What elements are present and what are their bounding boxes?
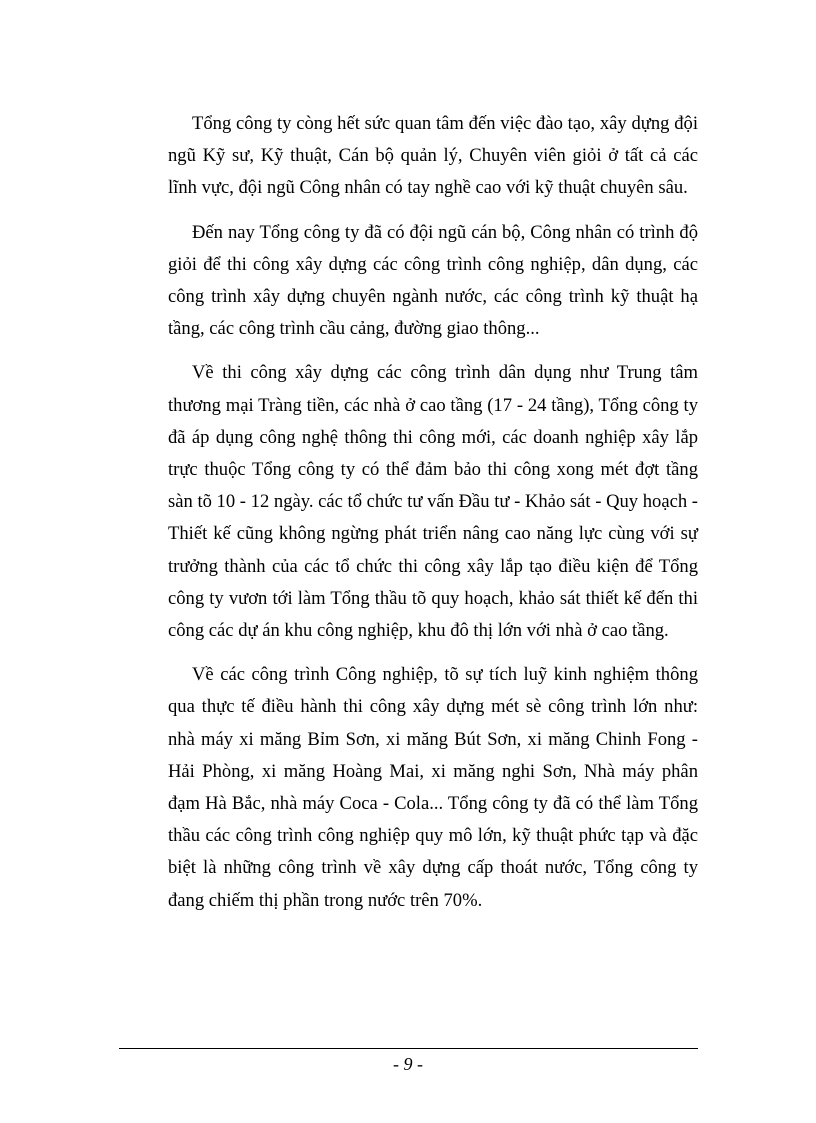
body-text [168, 108, 698, 929]
paragraph-industrial-works: Về các công trình Công nghiệp, tõ sự tích luỹ kinh nghiệm thông qua thực tế điều hành thi công xây dựng mét sè công trình lớn như: nhà máy xi măng Bỉm Sơn, xi măng Bút Sơn, xi măng Chinh Fong - Hải Phòng, xi măng Hoàng Mai, xi măng nghi Sơn, Nhà máy phân đạm Hà Bắc, nhà máy Coca - Cola... Tổng công ty đã có thể làm Tổng thầu các công trình công nghiệp quy mô lớn, kỹ thuật phức tạp và đặc biệt là những công trình về xây dựng cấp thoát nước, Tổng công ty đang chiếm thị phần trong nước trên 70%. [168, 664, 698, 911]
footer-divider [119, 1048, 698, 1049]
paragraph-training: Tổng công ty còng hết sức quan tâm đến việc đào tạo, xây dựng đội ngũ Kỹ sư, Kỹ thuật, Cán bộ quản lý, Chuyên viên giỏi ở tất cả các lĩnh vực, đội ngũ Công nhân có tay nghề cao với kỹ thuật chuyên sâu. [168, 113, 698, 199]
paragraph-workforce: Đến nay Tổng công ty đã có đội ngũ cán bộ, Công nhân có trình độ giỏi để thi công xây dựng các công trình công nghiệp, dân dụng, các công trình xây dựng chuyên ngành nước, các công trình kỹ thuật hạ tầng, các công trình cầu cảng, đường giao thông... [168, 221, 698, 340]
paragraph-civil-works: Về thi công xây dựng các công trình dân dụng như Trung tâm thương mại Tràng tiền, các nhà ở cao tầng (17 - 24 tầng), Tổng công ty đã áp dụng công nghệ thông thi công mới, các doanh nghiệp xây lắp trực thuộc Tổng công ty có thể đảm bảo thi công xong mét đợt tầng sàn tõ 10 - 12 ngày. các tổ chức tư vấn Đầu tư - Khảo sát - Quy hoạch - Thiết kế cũng không ngừng phát triển nâng cao năng lực cùng với sự trưởng thành của các tổ chức thi công xây lắp tạo điều kiện để Tổng công ty vươn tới làm Tổng thầu tõ quy hoạch, khảo sát thiết kế đến thi công các dự án khu công nghiệp, khu đô thị lớn với nhà ở cao tầng. [168, 362, 698, 642]
page-number: - 9 - [393, 1054, 423, 1074]
